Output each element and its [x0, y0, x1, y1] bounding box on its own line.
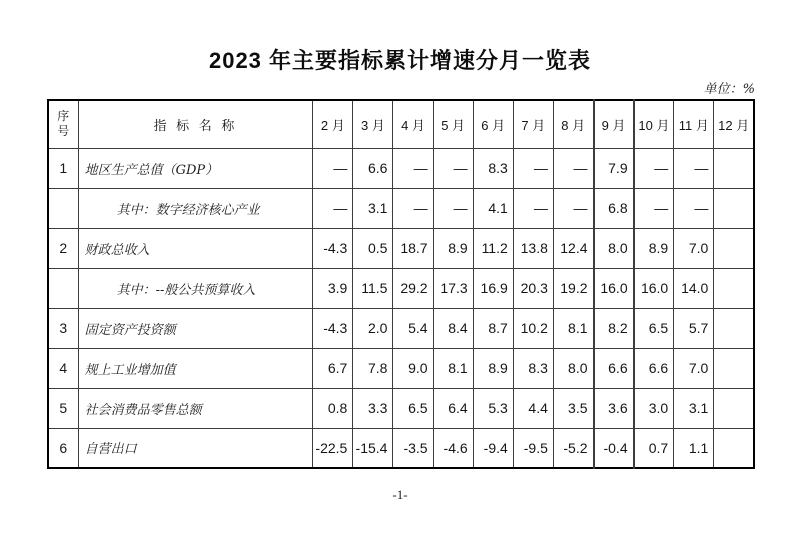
header-month-8: 8 月 — [553, 100, 593, 148]
value-cell: — — [553, 188, 593, 228]
page-title: 2023 年主要指标累计增速分月一览表 — [208, 48, 592, 73]
table-row — [48, 388, 754, 428]
indicator-name: 其中：数字经济核心产业 — [78, 188, 313, 228]
value-cell — [714, 388, 754, 428]
header-month-10: 10 月 — [634, 100, 674, 148]
value-cell: -9.4 — [473, 428, 513, 468]
value-cell: 11.5 — [353, 268, 393, 308]
value-cell: — — [553, 148, 593, 188]
row-index: 5 — [48, 388, 78, 428]
row-index: 6 — [48, 428, 78, 468]
table-row — [48, 228, 754, 268]
value-cell: 6.6 — [634, 348, 674, 388]
value-cell: 8.1 — [433, 348, 473, 388]
header-month-3: 3 月 — [353, 100, 393, 148]
value-cell: — — [634, 148, 674, 188]
value-cell: — — [513, 148, 553, 188]
header-indicator-name: 指 标 名 称 — [78, 100, 313, 148]
value-cell: 19.2 — [553, 268, 593, 308]
value-cell: -4.3 — [313, 308, 353, 348]
value-cell: 6.6 — [594, 348, 634, 388]
value-cell: 5.3 — [473, 388, 513, 428]
value-cell: 7.9 — [594, 148, 634, 188]
value-cell — [714, 348, 754, 388]
value-cell: — — [433, 148, 473, 188]
value-cell — [714, 228, 754, 268]
value-cell: 6.5 — [634, 308, 674, 348]
value-cell — [714, 148, 754, 188]
table-row — [48, 428, 754, 468]
indicator-name: 自营出口 — [78, 428, 313, 468]
value-cell: 20.3 — [513, 268, 553, 308]
header-month-12: 12 月 — [714, 100, 754, 148]
table-row — [48, 148, 754, 188]
header-month-4: 4 月 — [393, 100, 433, 148]
value-cell: -3.5 — [393, 428, 433, 468]
value-cell: 8.3 — [513, 348, 553, 388]
value-cell: -15.4 — [353, 428, 393, 468]
value-cell: 7.0 — [674, 228, 714, 268]
value-cell: — — [634, 188, 674, 228]
value-cell: — — [513, 188, 553, 228]
value-cell: 16.0 — [594, 268, 634, 308]
indicator-name: 财政总收入 — [78, 228, 313, 268]
value-cell: — — [313, 148, 353, 188]
value-cell: 29.2 — [393, 268, 433, 308]
header-month-6: 6 月 — [473, 100, 513, 148]
value-cell: 3.5 — [553, 388, 593, 428]
value-cell: -9.5 — [513, 428, 553, 468]
value-cell: 4.4 — [513, 388, 553, 428]
row-index: 1 — [48, 148, 78, 188]
value-cell: 8.4 — [433, 308, 473, 348]
value-cell: 7.8 — [353, 348, 393, 388]
value-cell: 3.1 — [353, 188, 393, 228]
header-month-11: 11 月 — [674, 100, 714, 148]
unit-note: 单位：% — [703, 82, 755, 97]
value-cell: -0.4 — [594, 428, 634, 468]
header-month-7: 7 月 — [513, 100, 553, 148]
value-cell: 8.1 — [553, 308, 593, 348]
indicator-name: 社会消费品零售总额 — [78, 388, 313, 428]
value-cell: 18.7 — [393, 228, 433, 268]
value-cell: 16.9 — [473, 268, 513, 308]
value-cell: 1.1 — [674, 428, 714, 468]
value-cell: — — [313, 188, 353, 228]
value-cell: 8.2 — [594, 308, 634, 348]
value-cell: -4.6 — [433, 428, 473, 468]
value-cell — [714, 268, 754, 308]
value-cell: — — [674, 188, 714, 228]
header-month-9: 9 月 — [594, 100, 634, 148]
value-cell: 6.5 — [393, 388, 433, 428]
table-row — [48, 188, 754, 228]
value-cell: 10.2 — [513, 308, 553, 348]
value-cell: 8.9 — [433, 228, 473, 268]
value-cell — [714, 428, 754, 468]
value-cell: 16.0 — [634, 268, 674, 308]
value-cell — [714, 188, 754, 228]
value-cell: -22.5 — [313, 428, 353, 468]
value-cell: 5.7 — [674, 308, 714, 348]
value-cell: 5.4 — [393, 308, 433, 348]
value-cell: — — [393, 188, 433, 228]
value-cell: 7.0 — [674, 348, 714, 388]
indicator-name: 地区生产总值（GDP） — [78, 148, 313, 188]
value-cell: 6.8 — [594, 188, 634, 228]
indicators-table — [47, 99, 755, 469]
indicator-name: 规上工业增加值 — [78, 348, 313, 388]
value-cell: 3.6 — [594, 388, 634, 428]
value-cell: 0.7 — [634, 428, 674, 468]
header-month-5: 5 月 — [433, 100, 473, 148]
table-row — [48, 268, 754, 308]
row-index: 3 — [48, 308, 78, 348]
value-cell: 8.0 — [594, 228, 634, 268]
table-row — [48, 348, 754, 388]
value-cell: 17.3 — [433, 268, 473, 308]
indicator-name: 固定资产投资额 — [78, 308, 313, 348]
value-cell: — — [674, 148, 714, 188]
value-cell: 8.3 — [473, 148, 513, 188]
value-cell: 8.9 — [473, 348, 513, 388]
value-cell: -4.3 — [313, 228, 353, 268]
row-index — [48, 268, 78, 308]
value-cell: 12.4 — [553, 228, 593, 268]
value-cell: 3.0 — [634, 388, 674, 428]
value-cell: 3.1 — [674, 388, 714, 428]
value-cell: 4.1 — [473, 188, 513, 228]
value-cell: 13.8 — [513, 228, 553, 268]
value-cell: 0.8 — [313, 388, 353, 428]
row-index: 4 — [48, 348, 78, 388]
value-cell: 3.3 — [353, 388, 393, 428]
value-cell: -5.2 — [553, 428, 593, 468]
row-index: 2 — [48, 228, 78, 268]
value-cell: 6.6 — [353, 148, 393, 188]
value-cell: 14.0 — [674, 268, 714, 308]
header-index-label: 序号 — [57, 109, 70, 139]
table-header-row — [48, 100, 754, 148]
value-cell: 6.4 — [433, 388, 473, 428]
value-cell: 0.5 — [353, 228, 393, 268]
header-index — [48, 100, 78, 148]
value-cell: — — [433, 188, 473, 228]
table-row — [48, 308, 754, 348]
value-cell: 9.0 — [393, 348, 433, 388]
value-cell: 6.7 — [313, 348, 353, 388]
header-month-2: 2 月 — [313, 100, 353, 148]
row-index — [48, 188, 78, 228]
value-cell: — — [393, 148, 433, 188]
value-cell — [714, 308, 754, 348]
value-cell: 11.2 — [473, 228, 513, 268]
value-cell: 8.0 — [553, 348, 593, 388]
value-cell: 8.9 — [634, 228, 674, 268]
value-cell: 2.0 — [353, 308, 393, 348]
page-number: -1- — [392, 487, 408, 502]
value-cell: 3.9 — [313, 268, 353, 308]
indicator-name: 其中：--般公共预算收入 — [78, 268, 313, 308]
value-cell: 8.7 — [473, 308, 513, 348]
